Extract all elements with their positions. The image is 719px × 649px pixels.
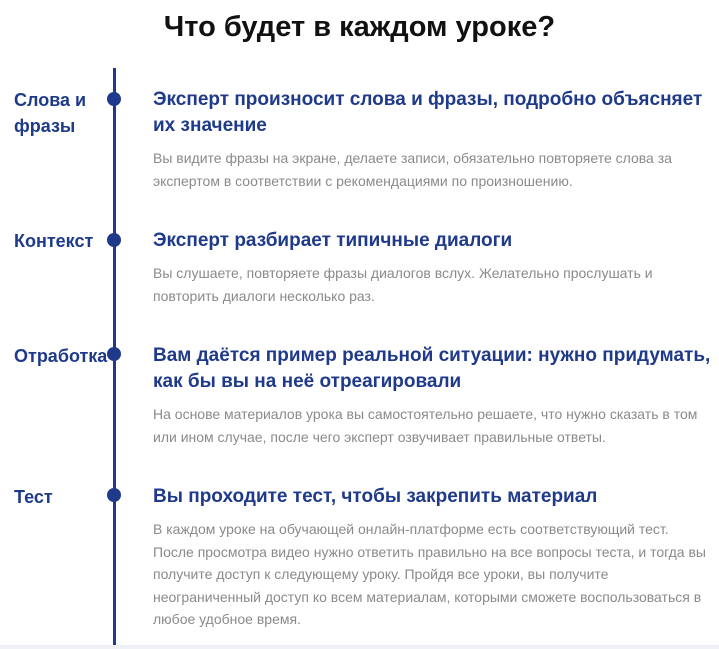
timeline-dot-practice xyxy=(107,347,121,361)
timeline-dot-test xyxy=(107,488,121,502)
step-heading-context: Эксперт разбирает типичные диалоги xyxy=(153,230,513,251)
step-label-context: Контекст xyxy=(14,231,94,251)
step-heading-test: Вы проходите тест, чтобы закрепить материал xyxy=(153,486,598,507)
step-text-words: Вы видите фразы на экране, делаете записи, обязательно повторяете слова за экспертом в соответствии с рекомендациями по произношению. xyxy=(153,150,672,189)
step-text-test: В каждом уроке на обучающей онлайн-платформе есть соответствующий тест. После просмотра видео нужно ответить правильно на все вопросы теста, и тогда вы получите доступ к следующему уроку. Пройдя все уроки, вы получите неограниченный доступ ко всем материалам, которыми сможете воспользоваться в любое удобное время. xyxy=(153,521,706,627)
step-text-practice: На основе материалов урока вы самостоятельно решаете, что нужно сказать в том или ином случае, после чего эксперт озвучивает правильные ответы. xyxy=(153,406,698,445)
step-label-words: Слова и фразы xyxy=(14,90,87,136)
step-heading-practice: Вам даётся пример реальной ситуации: нужно придумать, как бы вы на неё отреагировали xyxy=(153,345,711,392)
step-label-practice: Отработка xyxy=(14,346,108,366)
bottom-strip xyxy=(0,645,719,649)
timeline-dot-context xyxy=(107,233,121,247)
step-label-test: Тест xyxy=(14,487,53,507)
step-heading-words: Эксперт произносит слова и фразы, подробно объясняет их значение xyxy=(153,89,703,136)
timeline-dot-words xyxy=(107,92,121,106)
step-text-context: Вы слушаете, повторяете фразы диалогов вслух. Желательно прослушать и повторить диалоги несколько раз. xyxy=(153,265,653,304)
page-title: Что будет в каждом уроке? xyxy=(163,11,556,43)
